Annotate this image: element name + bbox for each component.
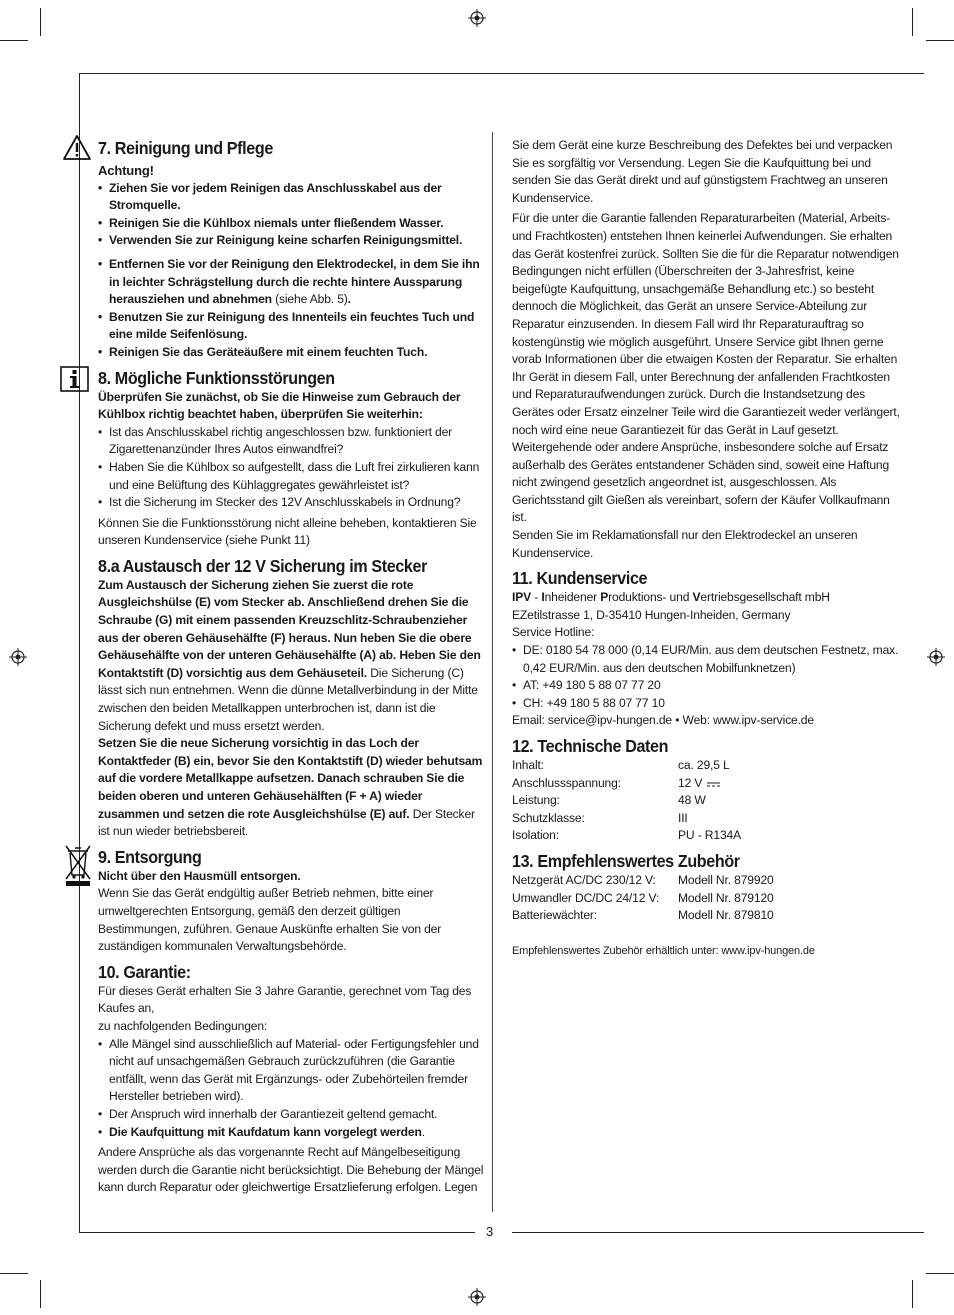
- body-text: Die Sicherung (C) lässt sich nun entnehmen. Wenn die dünne Metallverbindung in der Mitte zwischen den beiden Metallkappen unterbrochen ist, dann ist die Sicherung defekt und muss ersetzt werden.: [98, 665, 478, 733]
- crop-mark: [0, 40, 28, 41]
- spec-row: [512, 810, 902, 828]
- fuse-instructions: [98, 577, 484, 735]
- troubleshooting-list: [98, 424, 484, 512]
- initial: I: [541, 590, 545, 605]
- spec-row: [512, 775, 902, 793]
- list-item: • DE: 0180 54 78 000 (0,14 EUR/Min. aus dem deutschen Festnetz, max. 0,42 EUR/Min. aus den deutschen Mobilfunknetzen): [512, 642, 902, 677]
- bold-text: Setzen Sie die neue Sicherung vorsichtig in das Loch der Kontaktfeder (B) ein, bevor Sie den Kontaktstift (D) wieder behutsam auf die vordere Metallkappe aufsetzen. Danach schrauben Sie die beiden oberen und unteren Gehäusehälften (F + A) wieder zusammen und setzen die rote Ausgleichshülse (E) auf.: [98, 736, 483, 821]
- info-icon: [60, 366, 89, 392]
- spec-key: Leistung:: [512, 793, 560, 808]
- spec-key: Anschlussspannung:: [512, 775, 621, 790]
- accessory-name: Netzgerät AC/DC 230/12 V:: [512, 872, 656, 887]
- section-title: 11. Kundenservice: [512, 568, 648, 589]
- phone-list: [512, 642, 902, 712]
- list-item: • Die Kaufquittung mit Kaufdatum kann vorgelegt werden.: [98, 1124, 484, 1142]
- figure-reference: (siehe Abb. 5): [275, 292, 348, 307]
- spec-key: Isolation:: [512, 828, 559, 843]
- section-title: 9. Entsorgung: [98, 846, 202, 867]
- crop-mark: [926, 40, 954, 41]
- frame-top-rule: [79, 73, 924, 74]
- initial: P: [600, 590, 609, 605]
- right-column: [512, 137, 902, 960]
- crop-mark: [40, 1280, 41, 1308]
- crop-mark: [926, 1273, 954, 1274]
- name-part: ertriebsgesellschaft mbH: [700, 590, 830, 605]
- separator: -: [531, 590, 542, 605]
- crop-mark: [912, 8, 913, 36]
- spec-value: PU - R134A: [678, 828, 742, 843]
- initial: V: [692, 590, 701, 605]
- company-address: EZetilstrasse 1, D-35410 Hungen-Inheiden, Germany: [512, 607, 791, 622]
- contact-line: [512, 712, 902, 730]
- registration-mark-icon: [468, 9, 486, 27]
- spec-value: III: [678, 810, 688, 825]
- list-item: • Der Anspruch wird innerhalb der Garantiezeit geltend gemacht.: [98, 1106, 484, 1124]
- list-item: • Alle Mängel sind ausschließlich auf Material- oder Fertigungsfehler und nicht auf unsachgemäßen Gebrauch zurückzuführen (die Garantie entfällt, wenn das Gerät mit Ergänzungs- oder Zubehörteilen fremder Hersteller betrieben wird).: [98, 1036, 484, 1106]
- warning-triangle-icon: [62, 134, 92, 161]
- accessory-model: Modell Nr. 879120: [678, 890, 774, 905]
- crossed-out-bin-icon: [64, 843, 92, 888]
- section-title: 8.a Austausch der 12 V Sicherung im Stecker: [98, 555, 427, 576]
- section-title: 13. Empfehlenswertes Zubehör: [512, 850, 740, 871]
- list-item: • Benutzen Sie zur Reinigung des Innenteils ein feuchtes Tuch und eine milde Seifenlösung.: [98, 309, 484, 344]
- body-text: Der Stecker ist nun wieder betriebsbereit.: [98, 806, 475, 839]
- list-item: • Entfernen Sie vor der Reinigung den Elektrodeckel, in dem Sie ihn in leichter Schrägstellung durch die rechte hintere Aussparung herausziehen und abnehmen (siehe Abb. 5).: [98, 256, 484, 309]
- accessory-row: [512, 872, 902, 890]
- bold-text: Zum Austausch der Sicherung ziehen Sie zuerst die rote Ausgleichshülse (E) vom Stecker ab. Anschließend drehen Sie die Schraube (G) mit einem passenden Kreuzschlitz-Schraubenzieher aus der oberen Gehäusehälfte (F) heraus. Nun heben Sie die obere Gehäusehälfte von der unteren Gehäusehälfte (A) ab. Heben Sie den Kontaktstift (D) vorsichtig aus dem Gehäuseteil.: [98, 577, 481, 680]
- accessories-footnote: Empfehlenswertes Zubehör erhältlich unter: www.ipv-hungen.de: [512, 944, 815, 957]
- company-name: [512, 589, 902, 607]
- section-title: 10. Garantie:: [98, 961, 191, 982]
- name-part: roduktions- und: [608, 590, 693, 605]
- body-text: Andere Ansprüche als das vorgenannte Recht auf Mängelbeseitigung werden durch die Garantie nicht berücksichtigt. Die Behebung der Mängel kann durch Reparatur oder gleichwertige Ersatzlieferung erfolgen. Legen: [98, 1145, 484, 1195]
- spec-value: 48 W: [678, 793, 706, 808]
- section-outro: Können Sie die Funktionsstörung nicht alleine beheben, kontaktieren Sie unseren Kundenservice (siehe Punkt 11): [98, 515, 477, 548]
- cleaning-warnings: [98, 180, 484, 250]
- section-title: 8. Mögliche Funktionsstörungen: [98, 367, 335, 388]
- hotline-label: Service Hotline:: [512, 625, 595, 640]
- frame-left-rule: [79, 73, 80, 1233]
- section-title: 12. Technische Daten: [512, 736, 669, 756]
- spec-row: [512, 792, 902, 810]
- crop-mark: [912, 1280, 913, 1308]
- tech-specs: [512, 757, 902, 845]
- list-item: • AT: +49 180 5 88 07 77 20: [512, 677, 902, 695]
- web-text: Web: www.ipv-service.de: [682, 713, 814, 728]
- body-text: Für die unter die Garantie fallenden Reparaturarbeiten (Material, Arbeits- und Frachtkosten) entstehen Ihnen keinerlei Aufwendungen. Sie erhalten das Gerät kostenfrei zurück. Sollten Sie die für die Reparatur notwendigen Bedingungen nicht erfüllen (Überschreiten der 3-Jahresfrist, keine beigefügte Kaufquittung, unsachgemäße Behandlung etc.) so besteht dennoch die Möglichkeit, das Gerät an unsere Service-Abteilung zur Reparatur einzusenden. In diesem Fall wird Ihr Reparaturauftrag so kostengünstig wie möglich ausgeführt. Unsere Service gibt Ihnen gerne vorab Informationen über die etwaigen Kosten der Reparatur. Sie erhalten Ihr Gerät in diesem Fall, unter Berechnung der anfallenden Frachtkosten und Reparaturaufwendungen zurück. Durch die Instandsetzung des Gerätes oder Ersatz einzelner Teile wird die Garantiezeit weder verlängert, noch wird eine neue Garantiezeit für das Gerät in Lauf gesetzt. Weitergehende oder andere Ansprüche, insbesondere solche auf Ersatz außerhalb des Gerätes entstandener Schäden sind, soweit eine Haftung nicht zwingend gesetzlich angeordnet ist, ausgeschlossen. Als Gerichtsstand gilt Gießen als vereinbart, sofern der Käufer Vollkaufmann ist.: [512, 211, 900, 525]
- spec-value: ca. 29,5 L: [678, 758, 730, 772]
- accessories: [512, 872, 902, 925]
- dc-symbol-icon: [707, 782, 720, 787]
- list-item: • Reinigen Sie die Kühlbox niemals unter fließendem Wasser.: [98, 215, 484, 233]
- body-text: Wenn Sie das Gerät endgültig außer Betrieb nehmen, bitte einer umweltgerechten Entsorgung, gemäß den derzeit gültigen Bestimmungen, zuführen. Genaue Auskünfte erhalten Sie von der zuständigen kommunalen Verwaltungsbehörde.: [98, 886, 442, 954]
- accessory-model: Modell Nr. 879810: [678, 908, 774, 923]
- cleaning-steps: [98, 256, 484, 362]
- body-text: Für dieses Gerät erhalten Sie 3 Jahre Garantie, gerechnet vom Tag des Kaufes an,: [98, 983, 472, 1016]
- frame-bottom-rule: [79, 1232, 475, 1233]
- left-column: [98, 137, 484, 1197]
- bold-text: Die Kaufquittung mit Kaufdatum kann vorgelegt werden: [109, 1124, 422, 1139]
- body-text: zu nachfolgenden Bedingungen:: [98, 1018, 268, 1033]
- body-text: Senden Sie im Reklamationsfall nur den Elektrodeckel an unseren Kundenservice.: [512, 528, 858, 560]
- accessory-row: [512, 890, 902, 908]
- warranty-conditions: [98, 1036, 484, 1142]
- list-item-text: Entfernen Sie vor der Reinigung den Elektrodeckel, in dem Sie ihn in leichter Schrägstellung durch die rechte hintere Aussparung herausziehen und abnehmen: [109, 256, 480, 307]
- frame-bottom-rule: [512, 1232, 924, 1233]
- column-divider: [492, 132, 493, 1212]
- section-intro: Überprüfen Sie zunächst, ob Sie die Hinweise zum Gebrauch der Kühlbox richtig beachtet haben, überprüfen Sie weiterhin:: [98, 389, 461, 422]
- registration-mark-icon: [468, 1288, 486, 1306]
- crop-mark: [0, 1273, 28, 1274]
- list-item: • Ist das Anschlusskabel richtig angeschlossen bzw. funktioniert der Zigarettenanzünder Ihres Autos einwandfrei?: [98, 424, 484, 459]
- accessory-name: Batteriewächter:: [512, 908, 597, 923]
- fuse-instructions: [98, 735, 484, 841]
- list-item: • Haben Sie die Kühlbox so aufgestellt, dass die Luft frei zirkulieren kann und eine Belüftung des Kühlaggregates gewährleistet ist?: [98, 459, 484, 494]
- list-item: • Reinigen Sie das Geräteäußere mit einem feuchten Tuch.: [98, 344, 484, 362]
- list-item: • Verwenden Sie zur Reinigung keine scharfen Reinigungsmittel.: [98, 232, 484, 250]
- accessory-row: [512, 907, 902, 925]
- list-item: • Ziehen Sie vor jedem Reinigen das Anschlusskabel aus der Stromquelle.: [98, 180, 484, 215]
- list-item: • CH: +49 180 5 88 07 77 10: [512, 695, 902, 713]
- crop-mark: [40, 8, 41, 36]
- registration-mark-icon: [927, 648, 945, 666]
- accessory-name: Umwandler DC/DC 24/12 V:: [512, 890, 660, 905]
- list-item: • Ist die Sicherung im Stecker des 12V Anschlusskabels in Ordnung?: [98, 494, 484, 512]
- spec-key: Inhalt:: [512, 758, 544, 772]
- email-text: Email: service@ipv-hungen.de: [512, 713, 672, 728]
- spec-key: Schutzklasse:: [512, 810, 585, 825]
- accessory-model: Modell Nr. 879920: [678, 872, 774, 887]
- registration-mark-icon: [9, 648, 27, 666]
- company-abbreviation: IPV: [512, 590, 532, 605]
- spec-row: [512, 757, 902, 775]
- section-title: 7. Reinigung und Pflege: [98, 138, 273, 158]
- warning-label: Achtung!: [98, 163, 154, 178]
- disposal-warning: Nicht über den Hausmüll entsorgen.: [98, 868, 301, 883]
- separator: •: [675, 713, 680, 728]
- spec-row: [512, 827, 902, 845]
- name-part: nheidener: [544, 590, 601, 605]
- page-number: 3: [486, 1224, 494, 1239]
- body-text: Sie dem Gerät eine kurze Beschreibung des Defektes bei und verpacken Sie es sorgfältig vor Versendung. Legen Sie die Kaufquittung bei und senden Sie das Gerät direkt und auf günstigstem Frachtweg an unseren Kundenservice.: [512, 138, 893, 205]
- spec-value: 12 V: [678, 775, 703, 790]
